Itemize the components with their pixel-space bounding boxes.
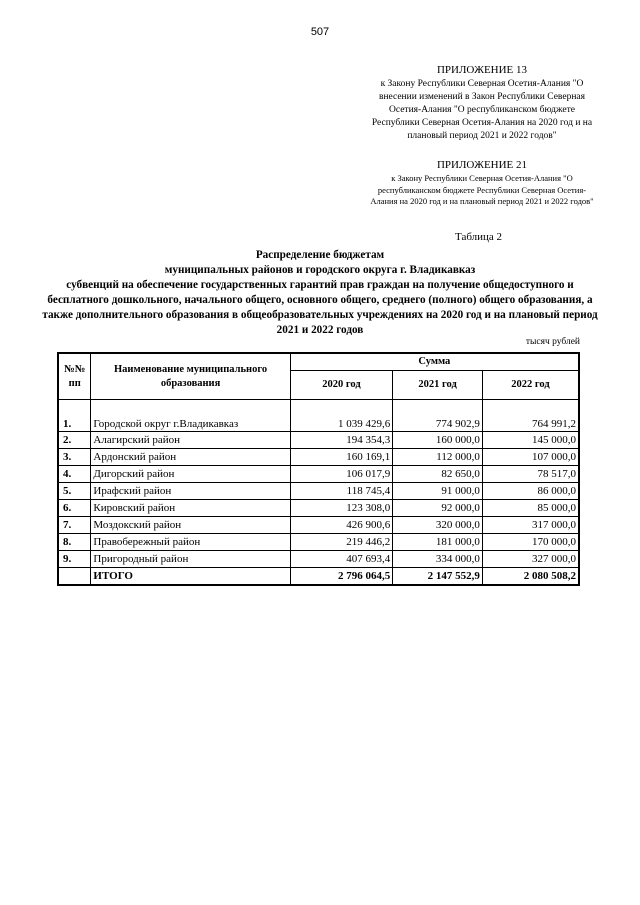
page-number: 507 bbox=[310, 26, 330, 38]
value-2022: 170 000,0 bbox=[482, 534, 579, 551]
value-2021: 334 000,0 bbox=[393, 551, 483, 568]
title-line: субвенций на обеспечение государственных гарантий прав граждан на получение общедоступного и бесплатного дошкольного, начального общего, основного общего, среднего (полного) общего образования, а также дополнительного образования в общеобразовательных учреждениях на 2020 год и на плановый период 2021 и 2022 годов bbox=[42, 279, 598, 336]
value-2022: 78 517,0 bbox=[482, 466, 579, 483]
value-2020: 219 446,2 bbox=[290, 534, 393, 551]
table-row bbox=[58, 551, 579, 568]
value-2022: 327 000,0 bbox=[482, 551, 579, 568]
units-label: тысяч рублей bbox=[525, 337, 580, 347]
value-2020: 106 017,9 bbox=[290, 466, 393, 483]
header-2022: 2022 год bbox=[482, 371, 579, 400]
table-row bbox=[58, 400, 579, 432]
appendix-21-heading: ПРИЛОЖЕНИЕ 21 bbox=[436, 159, 528, 171]
row-name: Городской округ г.Владикавказ bbox=[91, 400, 290, 432]
value-2020: 407 693,4 bbox=[290, 551, 393, 568]
value-2020: 118 745,4 bbox=[290, 483, 393, 500]
value-2021: 320 000,0 bbox=[393, 517, 483, 534]
table-row bbox=[58, 534, 579, 551]
row-name: Ардонский район bbox=[91, 449, 290, 466]
row-number bbox=[58, 568, 91, 586]
value-2022: 2 080 508,2 bbox=[482, 568, 579, 586]
value-2022: 107 000,0 bbox=[482, 449, 579, 466]
value-2021: 774 902,9 bbox=[393, 400, 483, 432]
row-number: 3. bbox=[58, 449, 91, 466]
row-number: 6. bbox=[58, 500, 91, 517]
value-2020: 194 354,3 bbox=[290, 432, 393, 449]
table-row bbox=[58, 500, 579, 517]
header-2020: 2020 год bbox=[290, 371, 393, 400]
row-name: Ирафский район bbox=[91, 483, 290, 500]
row-name: Моздокский район bbox=[91, 517, 290, 534]
value-2022: 145 000,0 bbox=[482, 432, 579, 449]
table-row bbox=[58, 449, 579, 466]
header-2021: 2021 год bbox=[393, 371, 483, 400]
value-2022: 86 000,0 bbox=[482, 483, 579, 500]
value-2021: 2 147 552,9 bbox=[393, 568, 483, 586]
budget-table bbox=[57, 352, 580, 586]
value-2021: 160 000,0 bbox=[393, 432, 483, 449]
appendix-13-heading: ПРИЛОЖЕНИЕ 13 bbox=[436, 64, 528, 76]
header-sum: Сумма bbox=[290, 353, 579, 371]
value-2020: 2 796 064,5 bbox=[290, 568, 393, 586]
row-name: ИТОГО bbox=[91, 568, 290, 586]
total-row bbox=[58, 568, 579, 586]
value-2021: 181 000,0 bbox=[393, 534, 483, 551]
row-number: 5. bbox=[58, 483, 91, 500]
appendix-13-text: к Закону Республики Северная Осетия-Алания "О внесении изменений в Закон Республики Северная Осетия-Алания "О республиканском бюджете Республики Северная Осетия-Алания на 2020 год и на плановый период 2021 и 2022 годов" bbox=[371, 79, 593, 141]
row-number: 8. bbox=[58, 534, 91, 551]
value-2022: 764 991,2 bbox=[482, 400, 579, 432]
table-label: Таблица 2 bbox=[455, 231, 503, 243]
appendix-13 bbox=[368, 63, 596, 143]
value-2022: 85 000,0 bbox=[482, 500, 579, 517]
document-title bbox=[40, 248, 600, 338]
value-2021: 92 000,0 bbox=[393, 500, 483, 517]
value-2021: 112 000,0 bbox=[393, 449, 483, 466]
row-name: Дигорский район bbox=[91, 466, 290, 483]
row-name: Правобережный район bbox=[91, 534, 290, 551]
value-2022: 317 000,0 bbox=[482, 517, 579, 534]
row-name: Пригородный район bbox=[91, 551, 290, 568]
table-row bbox=[58, 483, 579, 500]
appendix-21 bbox=[368, 158, 596, 208]
value-2020: 1 039 429,6 bbox=[290, 400, 393, 432]
value-2020: 123 308,0 bbox=[290, 500, 393, 517]
row-number: 1. bbox=[58, 400, 91, 432]
title-line: Распределение бюджетам bbox=[255, 249, 385, 261]
appendix-21-text: к Закону Республики Северная Осетия-Алания "О республиканском бюджете Республики Северная Осетия-Алания на 2020 год и на плановый период 2021 и 2022 годов" bbox=[370, 173, 594, 206]
row-number: 7. bbox=[58, 517, 91, 534]
row-name: Алагирский район bbox=[91, 432, 290, 449]
row-name: Кировский район bbox=[91, 500, 290, 517]
value-2020: 426 900,6 bbox=[290, 517, 393, 534]
table-row bbox=[58, 466, 579, 483]
value-2020: 160 169,1 bbox=[290, 449, 393, 466]
header-name: Наименование муниципального образования bbox=[91, 353, 290, 400]
table-row bbox=[58, 517, 579, 534]
value-2021: 91 000,0 bbox=[393, 483, 483, 500]
table-row bbox=[58, 432, 579, 449]
title-line: муниципальных районов и городского округа г. Владикавказ bbox=[164, 264, 476, 276]
header-nr: №№ пп bbox=[58, 353, 91, 400]
row-number: 2. bbox=[58, 432, 91, 449]
row-number: 4. bbox=[58, 466, 91, 483]
value-2021: 82 650,0 bbox=[393, 466, 483, 483]
row-number: 9. bbox=[58, 551, 91, 568]
